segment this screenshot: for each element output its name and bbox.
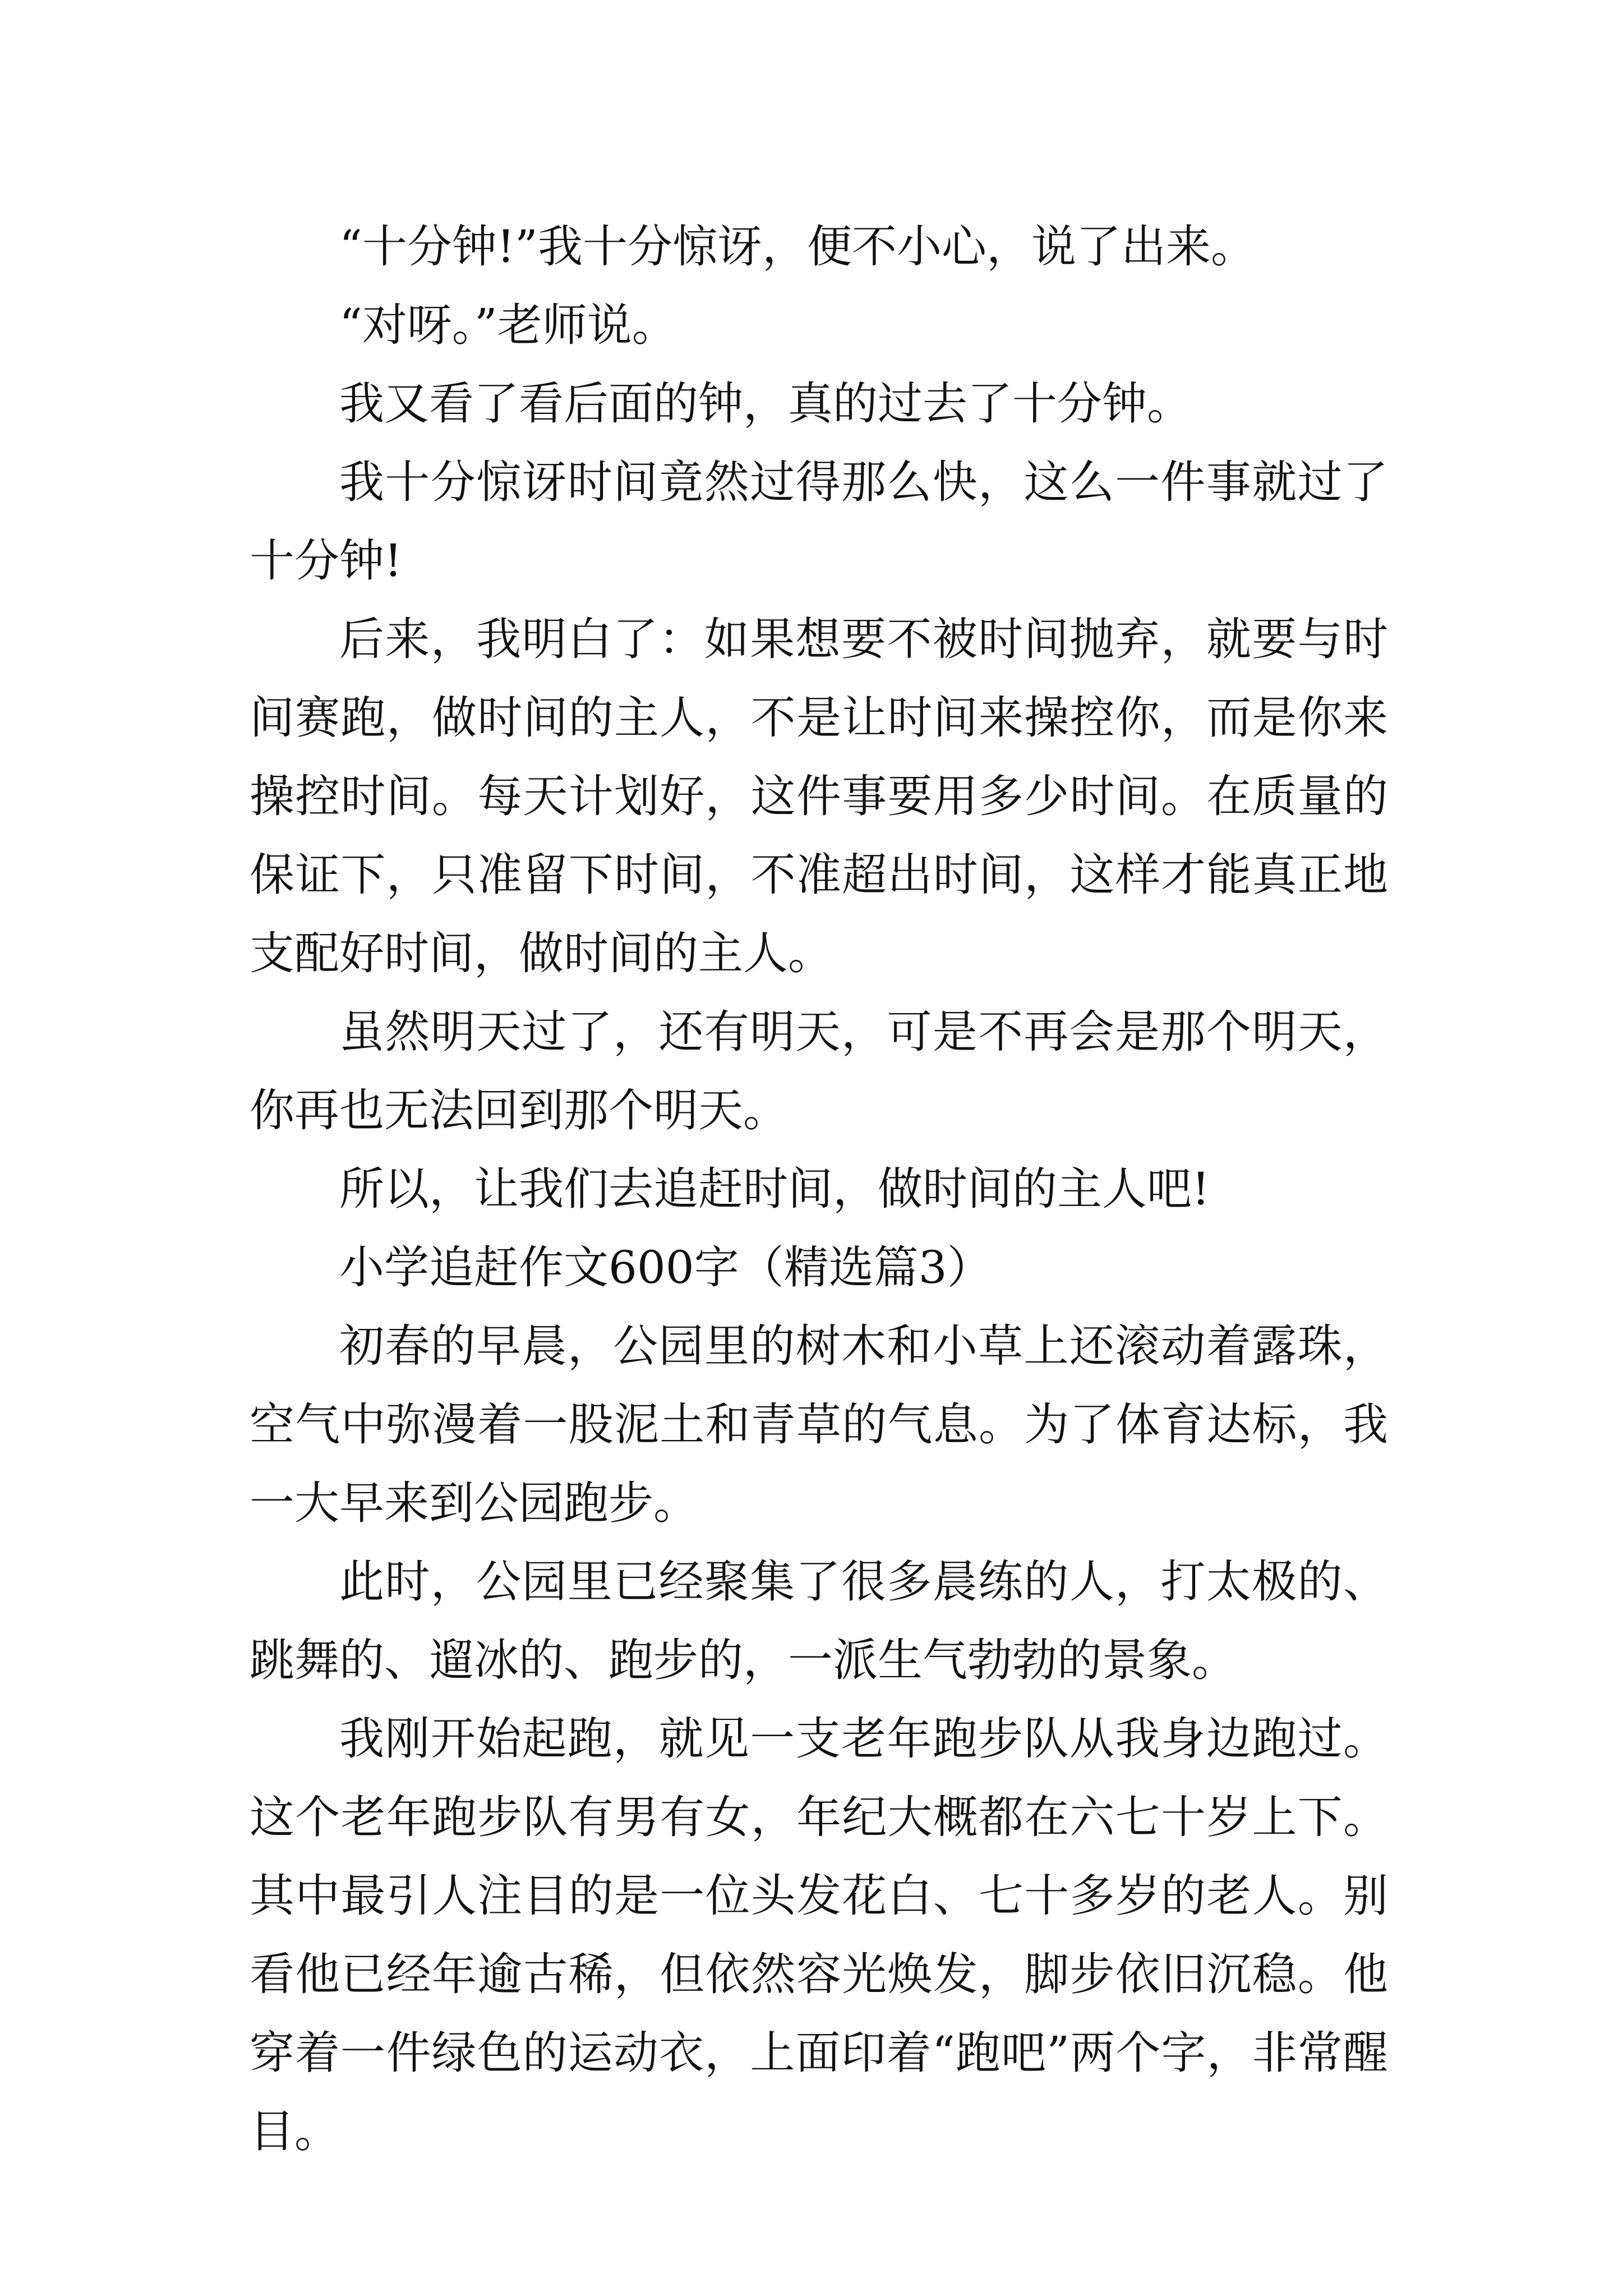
paragraph-7: 所以，让我们去追赶时间，做时间的主人吧! — [339, 1163, 1210, 1215]
paragraph-2: “对呀。”老师说。 — [339, 299, 677, 351]
section-title: 小学追赶作文600字（精选篇3） — [339, 1241, 992, 1294]
document-body — [250, 208, 1388, 2171]
paragraph-1: “十分钟!”我十分惊讶，便不小心，说了出来。 — [339, 220, 1256, 273]
paragraph-6: 虽然明天过了，还有明天，可是不再会是那个明天，你再也无法回到那个明天。 — [250, 1006, 1388, 1137]
paragraph-4: 我十分惊讶时间竟然过得那么快，这么一件事就过了十分钟! — [250, 456, 1388, 587]
paragraph-3: 我又看了看后面的钟，真的过去了十分钟。 — [339, 378, 1192, 430]
paragraph-9: 初春的早晨，公园里的树木和小草上还滚动着露珠，空气中弥漫着一股泥土和青草的气息。为了体育达标，我一大早来到公园跑步。 — [250, 1320, 1388, 1529]
paragraph-11: 我刚开始起跑，就见一支老年跑步队从我身边跑过。这个老年跑步队有男有女，年纪大概都在六七十岁上下。其中最引人注目的是一位头发花白、七十多岁的老人。别看他已经年逾古稀，但依然容光焕发，脚步依旧沉稳。他穿着一件绿色的运动衣，上面印着“跑吧”两个字，非常醒目。 — [250, 1713, 1388, 2157]
paragraph-5: 后来，我明白了：如果想要不被时间抛弃，就要与时间赛跑，做时间的主人，不是让时间来操控你，而是你来操控时间。每天计划好，这件事要用多少时间。在质量的保证下，只准留下时间，不准超出时间，这样才能真正地支配好时间，做时间的主人。 — [250, 613, 1388, 979]
paragraph-10: 此时，公园里已经聚集了很多晨练的人，打太极的、跳舞的、遛冰的、跑步的，一派生气勃勃的景象。 — [250, 1556, 1388, 1686]
